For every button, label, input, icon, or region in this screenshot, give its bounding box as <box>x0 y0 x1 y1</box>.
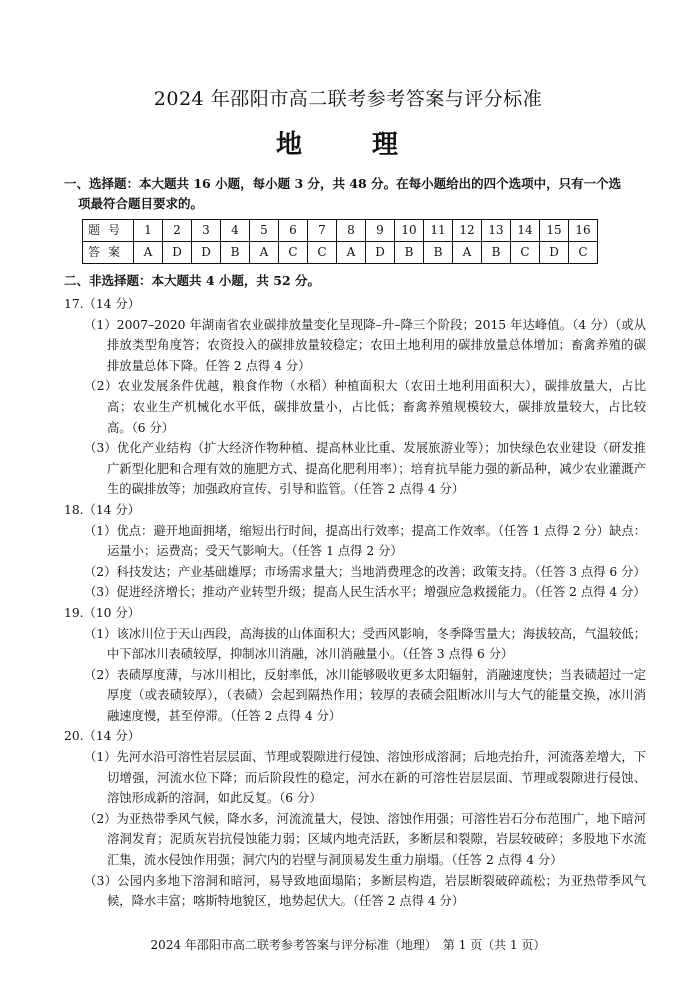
answer-cell: B <box>395 242 424 264</box>
question-number-cell: 3 <box>192 220 221 242</box>
page-footer: 2024 年邵阳市高二联考参考答案与评分标准（地理） 第 1 页（共 1 页） <box>150 938 546 952</box>
section2-questions <box>64 294 646 912</box>
question-number-cell: 12 <box>453 220 482 242</box>
answer-item: （2）科技发达；产业基础雄厚；市场需求量大；当地消费理念的改善；政策支持。（任答 3 点得 6 分） <box>84 564 646 579</box>
answer-cell: D <box>192 242 221 264</box>
answer-cell: C <box>308 242 337 264</box>
question-number-cell: 10 <box>395 220 424 242</box>
answer-cell: D <box>540 242 569 264</box>
question-number-cell: 1 <box>134 220 163 242</box>
answer-cell: D <box>163 242 192 264</box>
section2-heading: 二、非选择题：本大题共 4 小题，共 52 分。 <box>64 273 321 288</box>
question-number-cell: 14 <box>511 220 540 242</box>
row-label-answer: 答案 <box>83 242 134 264</box>
answer-item: （1）优点：避开地面拥堵，缩短出行时间，提高出行效率；提高工作效率。（任答 1 点得 2 分）缺点：运量小；运费高；受天气影响大。（任答 1 点得 2 分） <box>84 523 646 559</box>
section1-heading-line1: 一、选择题：本大题共 16 小题，每小题 3 分，共 48 分。在每小题给出的四个选项中，只有一个选 <box>64 176 622 191</box>
question-number-cell: 15 <box>540 220 569 242</box>
question-number-cell: 11 <box>424 220 453 242</box>
answer-item: （2）农业发展条件优越，粮食作物（水稻）种植面积大（农田土地利用面积大），碳排放量大，占比高；农业生产机械化水平低，碳排放量小，占比低；畜禽养殖规模较大，碳排放量较大，占比较高。（6 分） <box>84 379 646 435</box>
answer-item: （2）表碛厚度薄，与冰川相比，反射率低，冰川能够吸收更多太阳辐射，消融速度快；当表碛超过一定厚度（或表碛较厚），（表碛）会起到隔热作用；较厚的表碛会阻断冰川与大气的能量交换，冰川消融速度慢，甚至停滞。（任答 2 点得 4 分） <box>84 667 646 723</box>
question-number-cell: 4 <box>221 220 250 242</box>
answer-cell: B <box>482 242 511 264</box>
document-title: 2024 年邵阳市高二联考参考答案与评分标准 <box>153 88 543 110</box>
section1-heading-line2: 项最符合题目要求的。 <box>78 196 204 211</box>
question-number-cell: 2 <box>163 220 192 242</box>
answer-cell: C <box>279 242 308 264</box>
answer-cell: B <box>424 242 453 264</box>
question-heading: 17.（14 分） <box>64 297 141 311</box>
answer-cell: A <box>337 242 366 264</box>
answer-cell: A <box>453 242 482 264</box>
answer-item: （1）先河水沿可溶性岩层层面、节理或裂隙进行侵蚀、溶蚀形成溶洞；后地壳抬升，河流落差增大，下切增强，河流水位下降；而后阶段性的稳定，河水在新的可溶性岩层层面、节理或裂隙进行侵蚀、溶蚀形成新的溶洞，如此反复。（6 分） <box>84 750 646 806</box>
question-number-cell: 16 <box>569 220 598 242</box>
answer-cell: A <box>134 242 163 264</box>
row-label-question: 题号 <box>83 220 134 242</box>
answer-table <box>82 219 598 264</box>
question-heading: 20.（14 分） <box>64 729 141 744</box>
answer-cell: A <box>250 242 279 264</box>
question-number-cell: 9 <box>366 220 395 242</box>
section1-heading <box>64 174 644 214</box>
question-heading: 19.（10 分） <box>64 605 141 620</box>
answer-cell: C <box>569 242 598 264</box>
question-number-cell: 7 <box>308 220 337 242</box>
question-number-cell: 5 <box>250 220 279 242</box>
question-number-cell: 6 <box>279 220 308 242</box>
question-number-cell: 8 <box>337 220 366 242</box>
answer-row <box>83 242 598 264</box>
answer-item: （3）促进经济增长；推动产业转型升级；提高人民生活水平；增强应急救援能力。（任答 2 点得 4 分） <box>84 585 646 600</box>
answer-item: （1）该冰川位于天山西段，高海拔的山体面积大；受西风影响，冬季降雪量大；海拔较高，气温较低；中下部冰川表碛较厚，抑制冰川消融，冰川消融量小。（任答 3 点得 6 分） <box>84 626 646 662</box>
answer-cell: B <box>221 242 250 264</box>
answer-cell: C <box>511 242 540 264</box>
answer-item: （2）为亚热带季风气候，降水多，河流流量大，侵蚀、溶蚀作用强；可溶性岩石分布范围广，地下暗河溶洞发育；泥质灰岩抗侵蚀能力弱；区域内地壳活跃，多断层和裂隙，岩层较破碎；多股地下水流汇集，流水侵蚀作用强；洞穴内的岩壁与洞顶易发生重力崩塌。（任答 2 点得 4 分） <box>84 811 646 868</box>
subject-title: 地 理 <box>275 130 420 160</box>
answer-cell: D <box>366 242 395 264</box>
answer-item: （3）公园内多地下溶洞和暗河，易导致地面塌陷；多断层构造，岩层断裂破碎疏松；为亚热带季风气候，降水丰富；喀斯特地貌区，地势起伏大。（任答 2 点得 4 分） <box>84 873 646 909</box>
answer-item: （1）2007–2020 年湖南省农业碳排放量变化呈现降–升–降三个阶段；2015 年达峰值。（4 分）（或从排放类型角度答；农资投入的碳排放量较稳定；农田土地利用的碳排放量总体增加；畜禽养殖的碳排放量总体下降。任答 2 点得 4 分） <box>84 317 646 373</box>
answer-item: （3）优化产业结构（扩大经济作物种植、提高林业比重、发展旅游业等）；加快绿色农业建设（研发推广新型化肥和合理有效的施肥方式、提高化肥利用率）；培育抗旱能力强的新品种，减少农业灌溉产生的碳排放等；加强政府宣传、引导和监管。（任答 2 点得 4 分） <box>84 441 646 497</box>
question-number-row <box>83 220 598 242</box>
question-number-cell: 13 <box>482 220 511 242</box>
question-heading: 18.（14 分） <box>64 502 141 517</box>
